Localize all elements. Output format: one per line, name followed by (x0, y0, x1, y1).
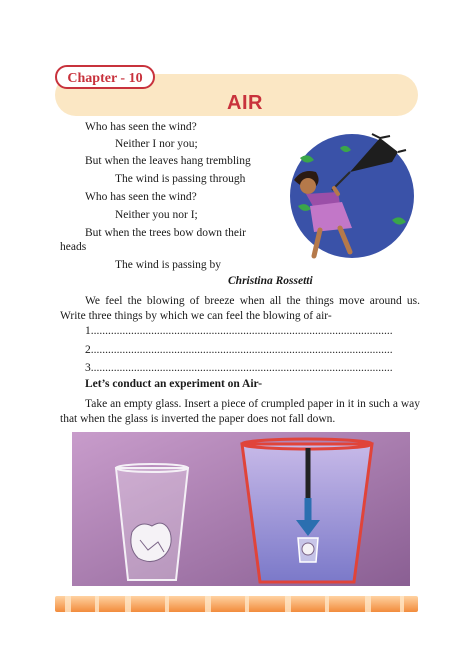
answer-line-2[interactable]: 2......................................................................................................... (85, 344, 393, 356)
chapter-label: Chapter - 10 (55, 65, 155, 89)
empty-glass-icon (116, 468, 188, 580)
poem-line: The wind is passing through (115, 173, 246, 185)
poem-line: But when the leaves hang trembling (85, 155, 251, 167)
answer-line-1[interactable]: 1......................................................................................................... (85, 325, 393, 337)
poem-line: Who has seen the wind? (85, 121, 197, 133)
poem-line: The wind is passing by (115, 259, 222, 271)
poem-author: Christina Rossetti (228, 275, 313, 287)
chapter-title: AIR (227, 92, 263, 114)
footer-decorative-band (55, 596, 418, 612)
poem-line: But when the trees bow down their (85, 227, 246, 239)
poem-line: heads (60, 241, 87, 253)
girl-face (300, 178, 316, 194)
glass-experiment-illustration (72, 432, 410, 586)
intro-paragraph: We feel the blowing of breeze when all the things move around us. Write three things by which we can feel the blowing of air- (60, 295, 420, 322)
experiment-text: Take an empty glass. Insert a piece of crumpled paper in it in such a way that when the glass is inverted the paper does not fall down. (60, 398, 420, 425)
paper-in-glass-icon (302, 543, 314, 555)
poem-line: Who has seen the wind? (85, 191, 197, 203)
poem-line: Neither I nor you; (115, 138, 198, 150)
wind-girl-illustration (280, 128, 420, 268)
answer-line-3[interactable]: 3......................................................................................................... (85, 362, 393, 374)
poem-line: Neither you nor I; (115, 209, 198, 221)
experiment-heading: Let’s conduct an experiment on Air- (85, 378, 263, 390)
